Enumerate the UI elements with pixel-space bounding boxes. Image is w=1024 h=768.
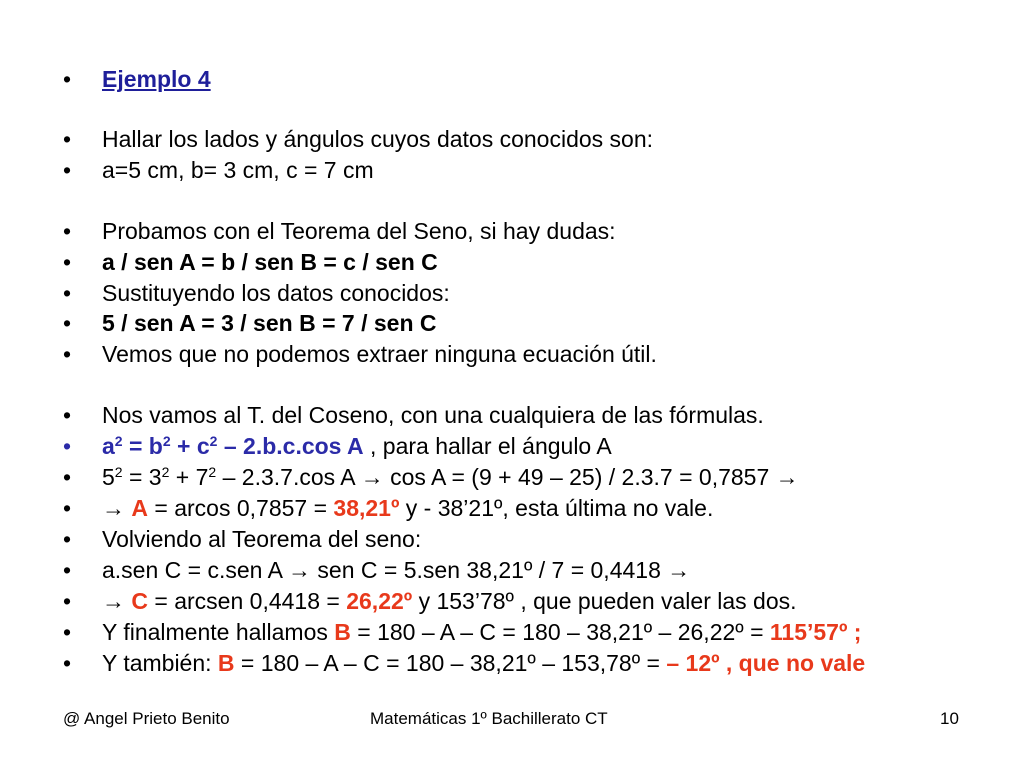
- bullet-dot: •: [63, 526, 72, 552]
- bullet-line-4: [0, 216, 1024, 246]
- given-data: a=5 cm, b= 3 cm, c = 7 cm: [102, 157, 374, 183]
- bullet-line-5: [0, 247, 1024, 277]
- bullet-dot: •: [63, 464, 72, 490]
- sine-theorem-intro: Probamos con el Teorema del Seno, si hay dudas:: [102, 218, 616, 244]
- arrow-icon: →: [360, 464, 384, 490]
- sine-theorem-substituted: 5 / sen A = 3 / sen B = 7 / sen C: [102, 310, 437, 336]
- bullet-dot: •: [63, 650, 72, 676]
- example-title: Ejemplo 4: [102, 66, 211, 92]
- bullet-dot: •: [63, 310, 72, 336]
- bullet-dot: •: [63, 402, 72, 428]
- bullet-dot: •: [63, 433, 72, 459]
- bullet-dot: •: [63, 495, 72, 521]
- bullet-line-13: [0, 524, 1024, 554]
- angle-b-alternative: Y también: B = 180 – A – C = 180 – 38,21º – 153,78º = – 12º , que no vale: [102, 650, 866, 676]
- bullet-dot: •: [63, 249, 72, 275]
- bullet-dot: •: [63, 218, 72, 244]
- arrow-icon: →: [102, 495, 125, 521]
- cosine-theorem-intro: Nos vamos al T. del Coseno, con una cualquiera de las fórmulas.: [102, 402, 764, 428]
- footer-page-number: 10: [940, 709, 959, 728]
- cosine-formula: $a^2 = b^2 + c^2 - 2.b.c.\cos$ A , para hallar el ángulo A: [102, 433, 612, 459]
- bullet-line-2: [0, 124, 1024, 154]
- bullet-dot: •: [63, 341, 72, 367]
- bullet-line-14: [0, 555, 1024, 585]
- angle-c-result: → C = arcsen 0,4418 = 26,22º y 153’78º , que pueden valer las dos.: [102, 588, 797, 614]
- arrow-icon: →: [288, 557, 312, 583]
- bullet-dot: •: [63, 66, 72, 92]
- footer-author: @ Angel Prieto Benito: [63, 709, 230, 728]
- bullet-line-12: [0, 493, 1024, 523]
- bullet-line-9: [0, 400, 1024, 430]
- sine-c-calculation: a.sen C = c.sen A → sen C = 5.sen 38,21º / 7 = 0,4418 →: [102, 557, 691, 583]
- bullet-line-15: [0, 586, 1024, 616]
- bullet-line-3: [0, 155, 1024, 185]
- sine-theorem-formula: a / sen A = b / sen B = c / sen C: [102, 249, 438, 275]
- substitution-text: Sustituyendo los datos conocidos:: [102, 280, 450, 306]
- bullet-line-8: [0, 339, 1024, 369]
- bullet-line-17: [0, 648, 1024, 678]
- problem-statement: Hallar los lados y ángulos cuyos datos conocidos son:: [102, 126, 654, 152]
- bullet-dot: •: [63, 126, 72, 152]
- arrow-icon: →: [775, 464, 799, 490]
- bullet-dot: •: [63, 588, 72, 614]
- bullet-line-6: [0, 278, 1024, 308]
- bullet-line-7: [0, 308, 1024, 338]
- cosine-calculation: $5^2 = 3^2 + 7^2 - 2.3.7.\cos$ A → cos A = (9 + 49 – 25) / 2.3.7 = 0,7857 →: [102, 464, 799, 490]
- bullet-line-11: [0, 462, 1024, 492]
- bullet-line-10: [0, 431, 1024, 461]
- back-to-sine: Volviendo al Teorema del seno:: [102, 526, 422, 552]
- bullet-dot: •: [63, 280, 72, 306]
- bullet-line-16: [0, 617, 1024, 647]
- arrow-icon: →: [667, 557, 691, 583]
- arrow-icon: →: [102, 588, 125, 614]
- footer-course: Matemáticas 1º Bachillerato CT: [370, 709, 608, 728]
- bullet-dot: •: [63, 557, 72, 583]
- no-equation-text: Vemos que no podemos extraer ninguna ecuación útil.: [102, 341, 657, 367]
- angle-b-result: Y finalmente hallamos B = 180 – A – C = 180 – 38,21º – 26,22º = 115’57º ;: [102, 619, 862, 645]
- bullet-dot: •: [63, 619, 72, 645]
- angle-a-result: → A = arcos 0,7857 = 38,21º y - 38’21º, esta última no vale.: [102, 495, 714, 521]
- bullet-line-1: [0, 64, 1024, 94]
- bullet-dot: •: [63, 157, 72, 183]
